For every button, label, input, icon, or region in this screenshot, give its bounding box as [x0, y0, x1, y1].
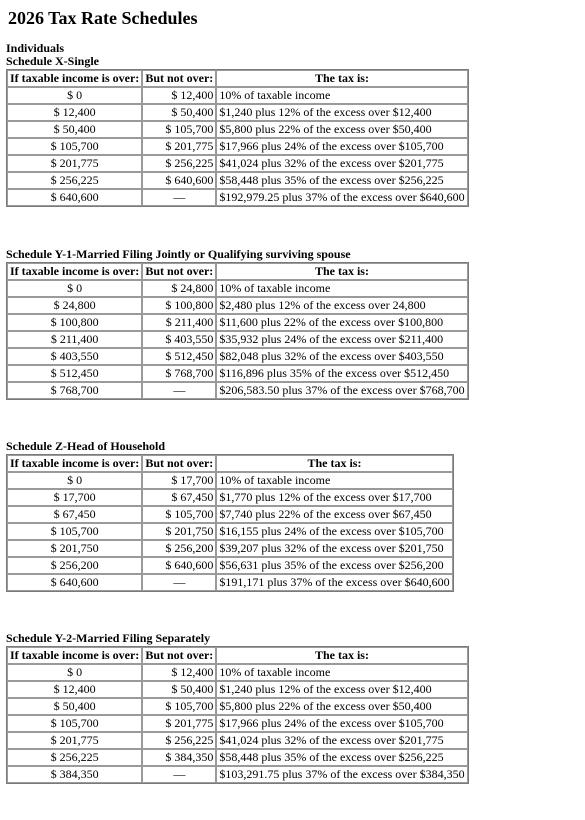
- cell-over: $ 100,800: [7, 314, 142, 331]
- cell-tax: $16,155 plus 24% of the excess over $105,700: [216, 523, 452, 540]
- schedule-z: [6, 440, 454, 592]
- cell-over: $ 12,400: [7, 104, 142, 121]
- column-header-over: If taxable income is over:: [7, 70, 142, 87]
- cell-tax: $192,979.25 plus 37% of the excess over $640,600: [216, 189, 467, 206]
- cell-tax: $1,240 plus 12% of the excess over $12,400: [216, 104, 467, 121]
- cell-tax: 10% of taxable income: [216, 87, 467, 104]
- cell-not-over: $ 512,450: [142, 348, 216, 365]
- cell-over: $ 0: [7, 664, 142, 681]
- cell-over: $ 67,450: [7, 506, 142, 523]
- cell-tax: 10% of taxable income: [216, 280, 467, 297]
- table-row: [7, 121, 468, 138]
- table-row: [7, 365, 468, 382]
- cell-tax: $1,770 plus 12% of the excess over $17,700: [216, 489, 452, 506]
- schedule-title: Schedule Z-Head of Household: [6, 439, 166, 453]
- cell-not-over: $ 211,400: [142, 314, 216, 331]
- cell-tax: 10% of taxable income: [216, 472, 452, 489]
- column-header-over: If taxable income is over:: [7, 455, 142, 472]
- schedule-title: Schedule Y-1-Married Filing Jointly or Qualifying surviving spouse: [6, 247, 351, 261]
- cell-over: $ 768,700: [7, 382, 142, 399]
- cell-over: $ 512,450: [7, 365, 142, 382]
- cell-over: $ 24,800: [7, 297, 142, 314]
- cell-over: $ 105,700: [7, 523, 142, 540]
- table-header-row: [7, 70, 468, 87]
- cell-over: $ 0: [7, 472, 142, 489]
- cell-not-over: $ 768,700: [142, 365, 216, 382]
- cell-over: $ 17,700: [7, 489, 142, 506]
- table-row: [7, 732, 468, 749]
- cell-not-over: $ 105,700: [142, 506, 216, 523]
- section-label-individuals: Individuals: [6, 41, 65, 55]
- cell-not-over: $ 640,600: [142, 557, 216, 574]
- cell-over: $ 211,400: [7, 331, 142, 348]
- cell-not-over: $ 12,400: [142, 87, 216, 104]
- cell-not-over: $ 640,600: [142, 172, 216, 189]
- schedule-y1: [6, 248, 469, 400]
- table-row: [7, 382, 468, 399]
- column-header-not-over: But not over:: [142, 263, 216, 280]
- column-header-not-over: But not over:: [142, 647, 216, 664]
- cell-tax: $58,448 plus 35% of the excess over $256,225: [216, 172, 467, 189]
- cell-not-over: —: [142, 574, 216, 591]
- column-header-tax: The tax is:: [216, 263, 467, 280]
- cell-tax: $39,207 plus 32% of the excess over $201,750: [216, 540, 452, 557]
- tax-rate-table: [6, 646, 469, 784]
- cell-over: $ 640,600: [7, 189, 142, 206]
- table-row: [7, 155, 468, 172]
- cell-over: $ 256,200: [7, 557, 142, 574]
- table-row: [7, 104, 468, 121]
- cell-tax: $5,800 plus 22% of the excess over $50,400: [216, 121, 467, 138]
- cell-over: $ 50,400: [7, 121, 142, 138]
- column-header-over: If taxable income is over:: [7, 263, 142, 280]
- cell-over: $ 640,600: [7, 574, 142, 591]
- cell-over: $ 201,775: [7, 155, 142, 172]
- cell-not-over: $ 403,550: [142, 331, 216, 348]
- table-row: [7, 348, 468, 365]
- table-row: [7, 664, 468, 681]
- cell-tax: $5,800 plus 22% of the excess over $50,400: [216, 698, 467, 715]
- cell-over: $ 384,350: [7, 766, 142, 783]
- cell-not-over: $ 12,400: [142, 664, 216, 681]
- cell-over: $ 0: [7, 87, 142, 104]
- cell-not-over: $ 100,800: [142, 297, 216, 314]
- cell-tax: $17,966 plus 24% of the excess over $105,700: [216, 715, 467, 732]
- cell-not-over: $ 24,800: [142, 280, 216, 297]
- cell-tax: $191,171 plus 37% of the excess over $640,600: [216, 574, 452, 591]
- table-header-row: [7, 455, 453, 472]
- table-row: [7, 280, 468, 297]
- cell-not-over: $ 17,700: [142, 472, 216, 489]
- table-row: [7, 314, 468, 331]
- cell-tax: $116,896 plus 35% of the excess over $512,450: [216, 365, 467, 382]
- table-header-row: [7, 647, 468, 664]
- cell-not-over: $ 384,350: [142, 749, 216, 766]
- tax-rate-table: [6, 454, 454, 592]
- cell-over: $ 201,775: [7, 732, 142, 749]
- cell-over: $ 105,700: [7, 138, 142, 155]
- page-title: 2026 Tax Rate Schedules: [8, 8, 198, 28]
- tax-rate-table: [6, 69, 469, 207]
- cell-not-over: $ 201,750: [142, 523, 216, 540]
- table-row: [7, 557, 453, 574]
- cell-tax: $41,024 plus 32% of the excess over $201,775: [216, 732, 467, 749]
- cell-tax: $206,583.50 plus 37% of the excess over $768,700: [216, 382, 467, 399]
- cell-not-over: $ 67,450: [142, 489, 216, 506]
- table-row: [7, 297, 468, 314]
- cell-tax: $103,291.75 plus 37% of the excess over $384,350: [216, 766, 467, 783]
- table-row: [7, 138, 468, 155]
- table-header-row: [7, 263, 468, 280]
- cell-not-over: $ 256,225: [142, 732, 216, 749]
- table-row: [7, 87, 468, 104]
- table-row: [7, 172, 468, 189]
- cell-tax: $35,932 plus 24% of the excess over $211,400: [216, 331, 467, 348]
- cell-over: $ 0: [7, 280, 142, 297]
- tax-rate-table: [6, 262, 469, 400]
- schedule-x: [6, 55, 469, 207]
- table-row: [7, 189, 468, 206]
- table-row: [7, 715, 468, 732]
- cell-tax: $17,966 plus 24% of the excess over $105,700: [216, 138, 467, 155]
- cell-not-over: $ 201,775: [142, 138, 216, 155]
- table-row: [7, 506, 453, 523]
- cell-not-over: $ 50,400: [142, 681, 216, 698]
- cell-over: $ 256,225: [7, 172, 142, 189]
- cell-tax: $82,048 plus 32% of the excess over $403,550: [216, 348, 467, 365]
- table-row: [7, 489, 453, 506]
- table-row: [7, 574, 453, 591]
- cell-over: $ 12,400: [7, 681, 142, 698]
- table-row: [7, 698, 468, 715]
- schedule-y2: [6, 632, 469, 784]
- cell-tax: $41,024 plus 32% of the excess over $201,775: [216, 155, 467, 172]
- column-header-not-over: But not over:: [142, 455, 216, 472]
- table-row: [7, 523, 453, 540]
- cell-not-over: $ 50,400: [142, 104, 216, 121]
- table-row: [7, 331, 468, 348]
- cell-tax: $1,240 plus 12% of the excess over $12,400: [216, 681, 467, 698]
- cell-over: $ 403,550: [7, 348, 142, 365]
- table-row: [7, 749, 468, 766]
- cell-not-over: $ 256,200: [142, 540, 216, 557]
- table-row: [7, 766, 468, 783]
- cell-over: $ 256,225: [7, 749, 142, 766]
- cell-tax: $56,631 plus 35% of the excess over $256,200: [216, 557, 452, 574]
- column-header-over: If taxable income is over:: [7, 647, 142, 664]
- cell-not-over: $ 105,700: [142, 698, 216, 715]
- cell-over: $ 105,700: [7, 715, 142, 732]
- cell-tax: 10% of taxable income: [216, 664, 467, 681]
- cell-not-over: —: [142, 766, 216, 783]
- cell-tax: $7,740 plus 22% of the excess over $67,450: [216, 506, 452, 523]
- column-header-not-over: But not over:: [142, 70, 216, 87]
- cell-tax: $58,448 plus 35% of the excess over $256,225: [216, 749, 467, 766]
- column-header-tax: The tax is:: [216, 647, 467, 664]
- cell-tax: $2,480 plus 12% of the excess over 24,800: [216, 297, 467, 314]
- table-row: [7, 472, 453, 489]
- cell-not-over: —: [142, 189, 216, 206]
- cell-not-over: $ 105,700: [142, 121, 216, 138]
- cell-not-over: $ 256,225: [142, 155, 216, 172]
- table-row: [7, 681, 468, 698]
- table-row: [7, 540, 453, 557]
- schedule-title: Schedule Y-2-Married Filing Separately: [6, 631, 211, 645]
- cell-over: $ 201,750: [7, 540, 142, 557]
- schedule-title: Schedule X-Single: [6, 54, 100, 68]
- cell-over: $ 50,400: [7, 698, 142, 715]
- cell-tax: $11,600 plus 22% of the excess over $100,800: [216, 314, 467, 331]
- column-header-tax: The tax is:: [216, 455, 452, 472]
- cell-not-over: —: [142, 382, 216, 399]
- column-header-tax: The tax is:: [216, 70, 467, 87]
- cell-not-over: $ 201,775: [142, 715, 216, 732]
